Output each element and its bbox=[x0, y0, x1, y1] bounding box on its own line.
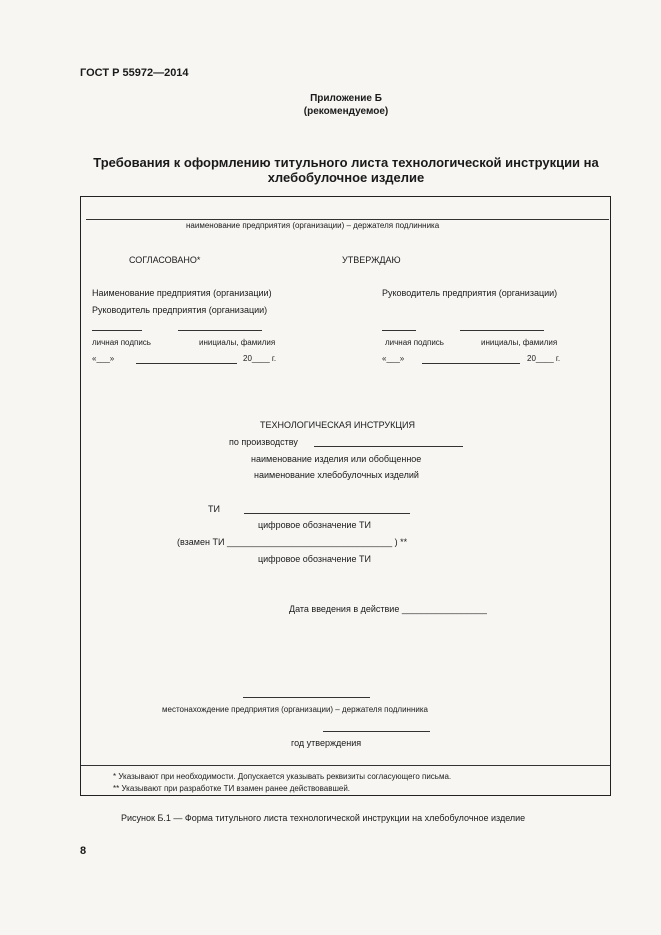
right-date-year: 20____ г. bbox=[527, 354, 561, 363]
standard-header: ГОСТ Р 55972—2014 bbox=[80, 67, 189, 79]
org-holder-line bbox=[86, 219, 609, 220]
digital-caption-2: цифровое обозначение ТИ bbox=[258, 554, 371, 564]
ti-line bbox=[244, 513, 410, 514]
footnote-2: ** Указывают при разработке ТИ взамен ранее действовавшей. bbox=[113, 784, 351, 793]
page-title-line2: хлебобулочное изделие bbox=[267, 170, 425, 185]
left-signature-caption: личная подпись bbox=[92, 338, 151, 347]
right-initials-caption: инициалы, фамилия bbox=[481, 338, 558, 347]
page-number: 8 bbox=[80, 845, 87, 857]
location-line bbox=[243, 697, 370, 698]
digital-caption: цифровое обозначение ТИ bbox=[258, 520, 371, 530]
product-caption-1: наименование изделия или обобщенное bbox=[251, 454, 422, 464]
left-head-label: Руководитель предприятия (организации) bbox=[92, 305, 268, 315]
left-date-year: 20____ г. bbox=[243, 354, 277, 363]
ti-label: ТИ bbox=[208, 504, 220, 514]
right-initials-line bbox=[460, 330, 544, 331]
right-date-month-line bbox=[422, 363, 520, 364]
product-caption-2: наименование хлебобулочных изделий bbox=[254, 470, 419, 480]
left-date-month-line bbox=[136, 363, 237, 364]
approval-year-line bbox=[323, 731, 430, 732]
appendix-name: Приложение Б bbox=[310, 93, 382, 104]
left-org-label: Наименование предприятия (организации) bbox=[92, 288, 272, 298]
figure-caption: Рисунок Б.1 — Форма титульного листа технологической инструкции на хлебобулочное изделие bbox=[121, 813, 526, 823]
production-label: по производству bbox=[229, 437, 298, 447]
notes-divider bbox=[81, 765, 610, 766]
right-head-label: Руководитель предприятия (организации) bbox=[382, 288, 558, 298]
left-signature-line bbox=[92, 330, 142, 331]
replace-line: (взамен ТИ _________________________________ ) ** bbox=[177, 537, 408, 547]
page-title-line1: Требования к оформлению титульного листа технологической инструкции на bbox=[93, 155, 599, 170]
right-signature-line bbox=[382, 330, 416, 331]
left-initials-line bbox=[178, 330, 262, 331]
left-initials-caption: инициалы, фамилия bbox=[199, 338, 276, 347]
agreed-label: СОГЛАСОВАНО* bbox=[129, 255, 201, 265]
footnote-1: * Указывают при необходимости. Допускается указывать реквизиты согласующего письма. bbox=[113, 772, 452, 781]
instruction-title: ТЕХНОЛОГИЧЕСКАЯ ИНСТРУКЦИЯ bbox=[260, 420, 415, 430]
approve-label: УТВЕРЖДАЮ bbox=[342, 255, 401, 265]
production-line bbox=[314, 446, 463, 447]
appendix-type: (рекомендуемое) bbox=[303, 106, 389, 117]
approval-year-caption: год утверждения bbox=[291, 738, 362, 748]
right-signature-caption: личная подпись bbox=[385, 338, 444, 347]
location-caption: местонахождение предприятия (организации) – держателя подлинника bbox=[162, 705, 428, 714]
left-date-day: «___» bbox=[92, 354, 115, 363]
org-holder-caption: наименование предприятия (организации) – держателя подлинника bbox=[186, 221, 440, 230]
effective-date: Дата введения в действие _________________ bbox=[289, 604, 487, 614]
right-date-day: «___» bbox=[382, 354, 405, 363]
